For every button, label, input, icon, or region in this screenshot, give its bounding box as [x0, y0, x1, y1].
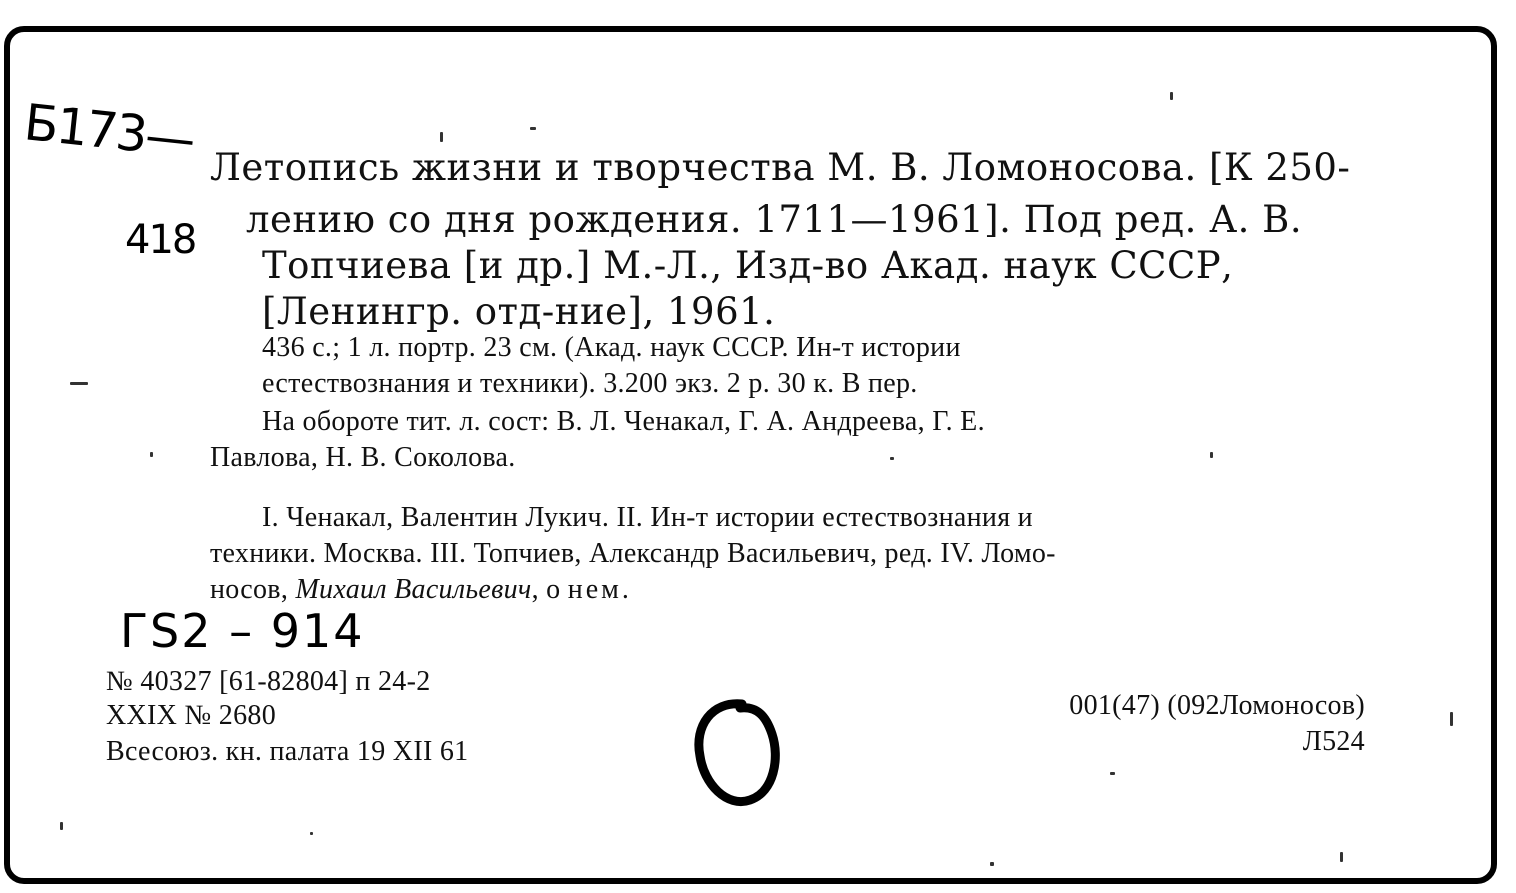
speck [1110, 772, 1115, 775]
handwritten-call-number-bottom: ГS2 – 914 [120, 604, 365, 658]
speck [1450, 712, 1453, 726]
speck [530, 127, 536, 130]
speck [70, 382, 88, 385]
speck [150, 452, 153, 457]
note-line-1: На обороте тит. л. сост: В. Л. Ченакал, Г. А. Андреева, Г. Е. [262, 406, 985, 437]
footer-line-3: Всесоюз. кн. палата 19 XII 61 [106, 736, 469, 767]
tracing-line-2: техники. Москва. III. Топчиев, Александр Васильевич, ред. IV. Ломо- [210, 538, 1056, 569]
tracing-line-3-start: носов, [210, 574, 296, 605]
title-line-3: Топчиева [и др.] М.-Л., Изд-во Акад. наук СССР, [262, 244, 1234, 287]
handwritten-call-number-top: Б173— [21, 93, 197, 169]
title-line-2: лению со дня рождения. 1711—1961]. Под ред. А. В. [246, 198, 1303, 241]
tracing-line-1: I. Ченакал, Валентин Лукич. II. Ин-т истории естествознания и [262, 502, 1033, 533]
collation-line-2: естествознания и техники). 3.200 экз. 2 р. 30 к. В пер. [262, 368, 918, 399]
classification-number: 001(47) (092Ломоносов) [1069, 690, 1365, 721]
tracing-line-3-mid: , о [531, 574, 568, 605]
tracing-line-3-end: . [621, 574, 630, 605]
tracing-line-3 [210, 574, 629, 606]
catalog-card [4, 26, 1497, 884]
footer-line-1: № 40327 [61-82804] п 24-2 [106, 666, 431, 697]
speck [890, 457, 894, 460]
footer-line-2: XXIX № 2680 [106, 700, 277, 731]
speck [310, 832, 313, 835]
speck [60, 822, 63, 830]
speck [1340, 852, 1343, 862]
tracing-name-italic: Михаил Васильевич [295, 574, 532, 605]
speck [1210, 452, 1213, 458]
handdrawn-circle-mark [682, 696, 792, 816]
tracing-spaced-word: нем [567, 574, 622, 605]
speck [1170, 92, 1173, 100]
handwritten-call-number-second: 418 [125, 217, 196, 263]
note-line-2: Павлова, Н. В. Соколова. [210, 442, 516, 473]
speck [990, 862, 994, 866]
speck [440, 132, 443, 142]
collation-line-1: 436 с.; 1 л. портр. 23 см. (Акад. наук СССР. Ин-т истории [262, 332, 961, 363]
title-line-4: [Ленингр. отд-ние], 1961. [262, 290, 776, 333]
card-code: Л524 [1302, 726, 1365, 757]
title-line-1: Летопись жизни и творчества М. В. Ломоносова. [К 250- [210, 146, 1351, 189]
